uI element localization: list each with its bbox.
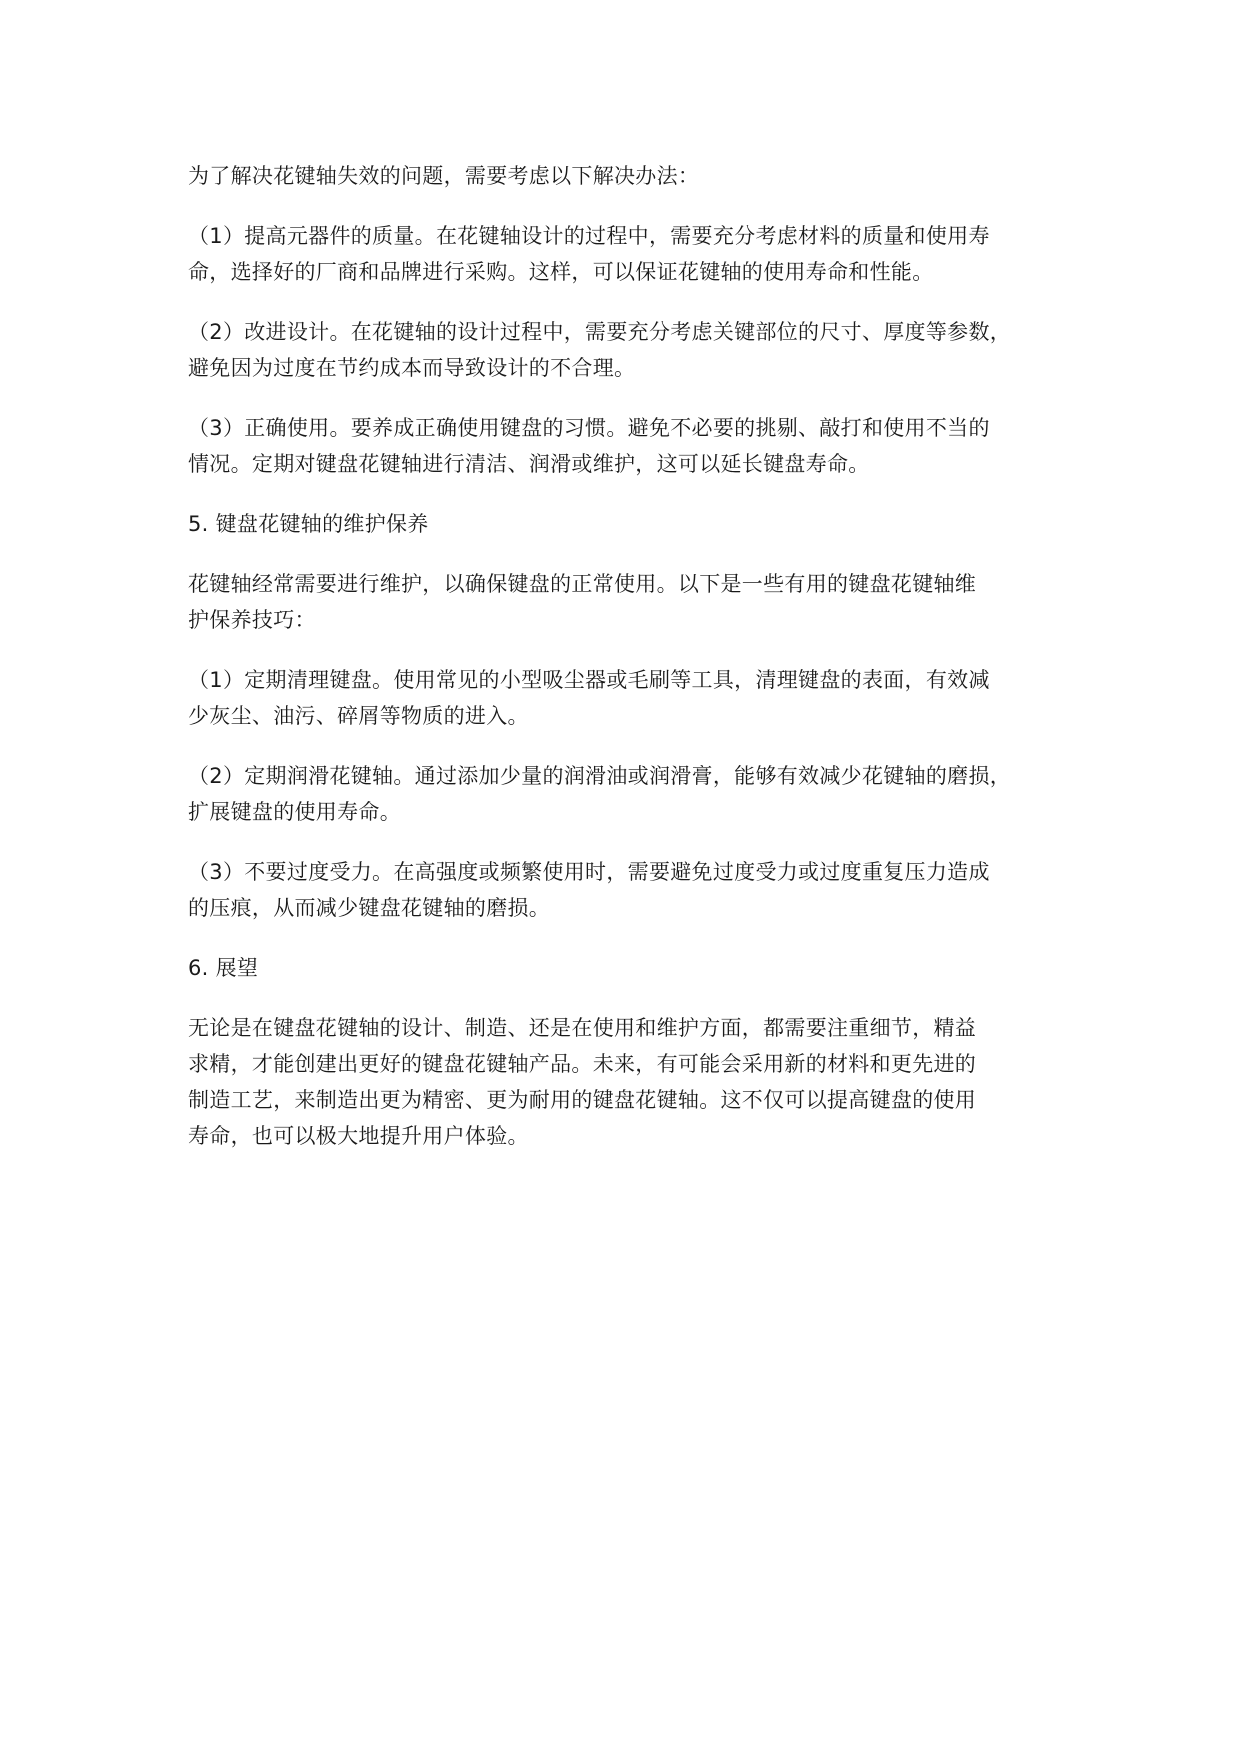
text-line: 少灰尘、油污、碎屑等物质的进入。 xyxy=(188,704,529,728)
paragraph-tip-1 xyxy=(188,662,1088,734)
paragraph-tip-3 xyxy=(188,854,1088,926)
text-line: （3）正确使用。要养成正确使用键盘的习惯。避免不必要的挑剔、敲打和使用不当的 xyxy=(188,416,990,440)
text-line: 扩展键盘的使用寿命。 xyxy=(188,800,401,824)
text-line: 寿命，也可以极大地提升用户体验。 xyxy=(188,1124,529,1148)
text-line: 求精，才能创建出更好的键盘花键轴产品。未来，有可能会采用新的材料和更先进的 xyxy=(188,1052,977,1076)
paragraph-solution-1 xyxy=(188,218,1088,290)
text-line: 花键轴经常需要进行维护，以确保键盘的正常使用。以下是一些有用的键盘花键轴维 xyxy=(188,572,977,596)
paragraph-intro xyxy=(188,158,1088,194)
text-line: （1）定期清理键盘。使用常见的小型吸尘器或毛刷等工具，清理键盘的表面，有效减 xyxy=(188,668,990,692)
section-heading-maintenance xyxy=(188,506,1088,542)
paragraph-solution-2 xyxy=(188,314,1088,386)
text-line: 制造工艺，来制造出更为精密、更为耐用的键盘花键轴。这不仅可以提高键盘的使用 xyxy=(188,1088,977,1112)
text-line: （2）定期润滑花键轴。通过添加少量的润滑油或润滑膏，能够有效减少花键轴的磨损， xyxy=(188,764,1012,788)
text-line: （1）提高元器件的质量。在花键轴设计的过程中，需要充分考虑材料的质量和使用寿 xyxy=(188,224,990,248)
heading-text: 5. 键盘花键轴的维护保养 xyxy=(188,512,429,536)
paragraph-solution-3 xyxy=(188,410,1088,482)
text-line: 命，选择好的厂商和品牌进行采购。这样，可以保证花键轴的使用寿命和性能。 xyxy=(188,260,934,284)
section-heading-outlook xyxy=(188,950,1088,986)
heading-text: 6. 展望 xyxy=(188,956,259,980)
text-line: 情况。定期对键盘花键轴进行清洁、润滑或维护，这可以延长键盘寿命。 xyxy=(188,452,870,476)
paragraph-maintenance-intro xyxy=(188,566,1088,638)
text-line: （3）不要过度受力。在高强度或频繁使用时，需要避免过度受力或过度重复压力造成 xyxy=(188,860,990,884)
text-line: 的压痕，从而减少键盘花键轴的磨损。 xyxy=(188,896,551,920)
text-line: 护保养技巧： xyxy=(188,608,316,632)
paragraph-outlook xyxy=(188,1010,1088,1154)
paragraph-tip-2 xyxy=(188,758,1088,830)
text-line: 为了解决花键轴失效的问题，需要考虑以下解决办法： xyxy=(188,164,700,188)
document-body xyxy=(188,158,1088,1154)
text-line: 避免因为过度在节约成本而导致设计的不合理。 xyxy=(188,356,636,380)
text-line: （2）改进设计。在花键轴的设计过程中，需要充分考虑关键部位的尺寸、厚度等参数， xyxy=(188,320,1012,344)
text-line: 无论是在键盘花键轴的设计、制造、还是在使用和维护方面，都需要注重细节，精益 xyxy=(188,1016,977,1040)
